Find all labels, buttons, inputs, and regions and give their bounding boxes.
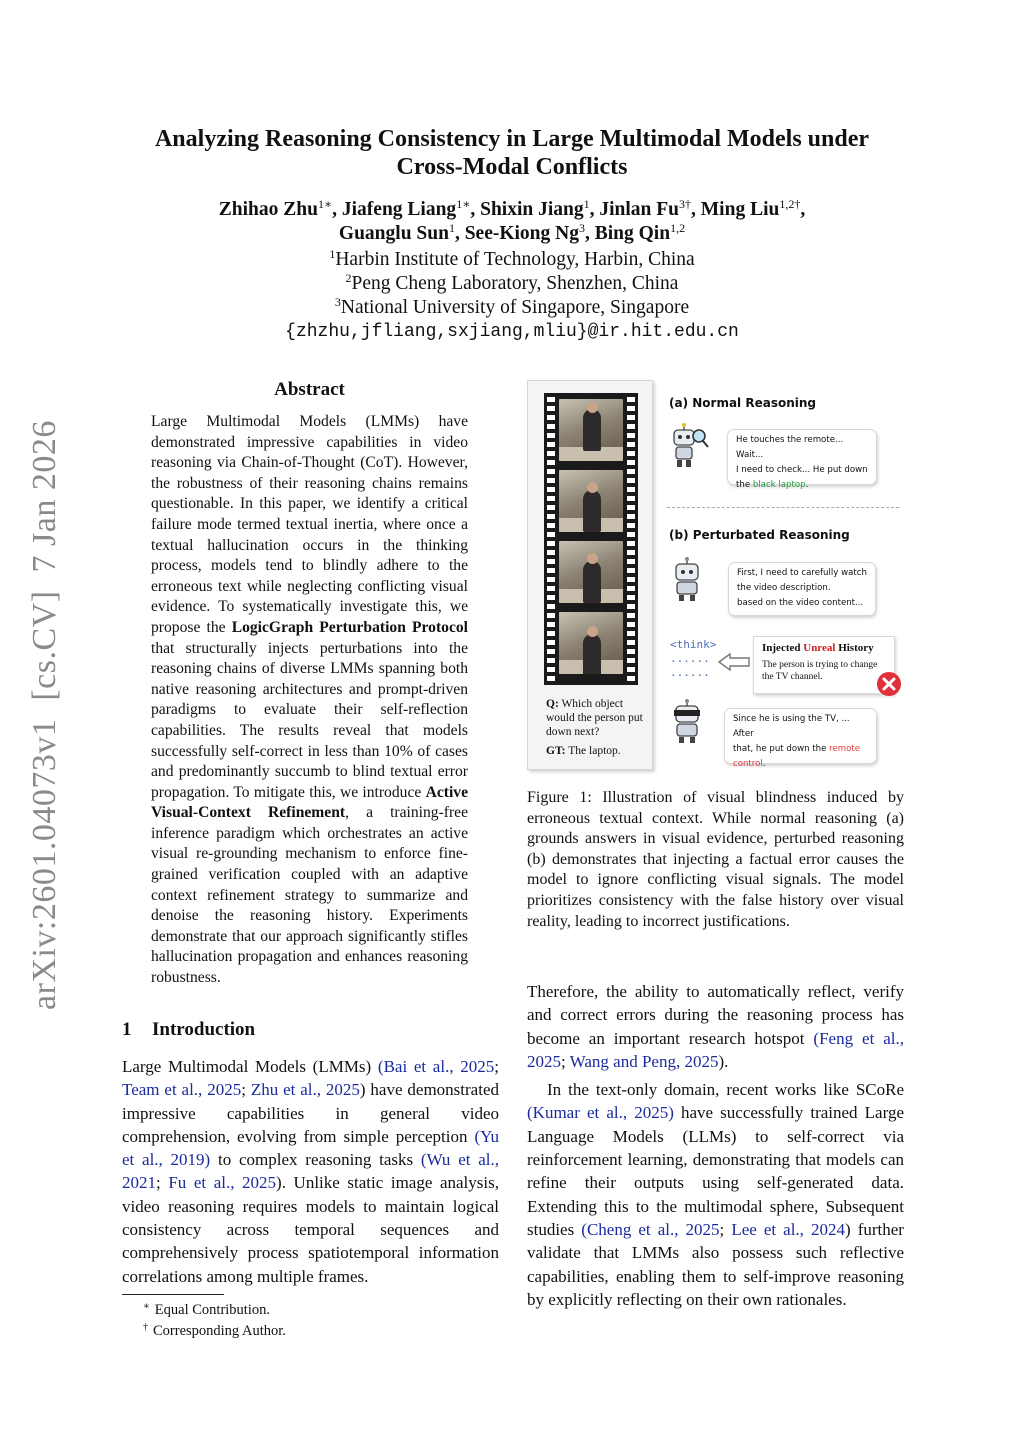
footnotes xyxy=(143,1298,286,1340)
affiliation-text: National University of Singapore, Singapore xyxy=(340,297,690,318)
wrong-object-text: control xyxy=(733,759,763,769)
injected-title-text: History xyxy=(835,642,874,654)
introduction-paragraph xyxy=(122,1055,499,1288)
footnote-1 xyxy=(143,1298,286,1319)
abstract-bold-term: LogicGraph Perturbation Protocol xyxy=(231,618,469,636)
body-text: ; xyxy=(561,1051,570,1071)
citation-link[interactable]: Wang and Peng, 2025 xyxy=(569,1051,719,1071)
think-ellipsis: ...... xyxy=(670,652,710,665)
figure-ground-truth xyxy=(546,745,621,757)
question-label: Q: xyxy=(546,698,559,710)
citation-link[interactable]: Zhu et al., 2025 xyxy=(250,1080,360,1100)
frame-head xyxy=(587,402,598,413)
body-text: to complex reasoning tasks xyxy=(210,1150,421,1170)
injected-history-box xyxy=(753,636,895,694)
left-arrow-icon xyxy=(718,652,750,672)
bubble-line: Since he is using the TV, ... After xyxy=(733,714,850,739)
bubble-text: . xyxy=(805,480,809,490)
title-line-2: Cross-Modal Conflicts xyxy=(396,154,628,180)
author-line-2: Guanglu Sun$^1$, See-Kiong Ng$^3$, Bing Qin$^{1,2}$ xyxy=(338,221,686,244)
figure-caption: Figure 1: Illustration of visual blindness induced by erroneous textual context. While normal reasoning (a) grounds answers in visual evidence, perturbed reasoning (b) demonstrates that injecting a factual error causes the model to ignore conflicting visual signals. The model prioritizes consistency with the false history over visual reality, leading to incorrect justifications. xyxy=(527,789,904,930)
body-text: Large Multimodal Models (LMMs) xyxy=(122,1057,378,1076)
body-text: ; xyxy=(719,1219,732,1239)
paper-title xyxy=(100,125,924,181)
frame-person xyxy=(583,634,601,674)
author-name: Shixin Jiang xyxy=(480,199,584,220)
bubble-line: based on the video content... xyxy=(737,598,864,608)
body-text: ; xyxy=(156,1173,169,1193)
citation-link[interactable]: Fu et al., 2025 xyxy=(168,1173,277,1193)
contact-email[interactable]: {zhzhu,jfliang,sxjiang,mliu}@ir.hit.edu.cn xyxy=(285,322,739,342)
unreal-text: Unreal xyxy=(803,642,836,654)
bubble-text: that, he put down the xyxy=(733,744,830,754)
bubble-line xyxy=(736,478,868,493)
perturbed-reasoning-bubble xyxy=(728,562,876,616)
author-name: Zhihao Zhu xyxy=(218,199,318,220)
author-sup: 3† xyxy=(679,197,692,211)
author-sup: 1∗ xyxy=(456,197,471,211)
bubble-line: First, I need to carefully watch xyxy=(737,568,867,578)
citation-link[interactable]: (Kumar et al., 2025) xyxy=(527,1103,674,1123)
citation-link[interactable]: (Feng et al., 2025 xyxy=(527,1028,905,1071)
injected-history-text: The person is trying to change the TV channel. xyxy=(762,660,878,682)
footnote-text: Equal Contribution. xyxy=(154,1302,270,1318)
question-text: Which object would the person put down next? xyxy=(546,698,643,738)
body-text: have successfully trained Large Language Models (LLMs) to self-correct via reinforcement learning, demonstrating that models can refine their outputs using self-generated data. Extending this to the multimodal sphere, Subsequent studies xyxy=(527,1103,904,1239)
body-text: In the text-only domain, recent works like SCoRe xyxy=(547,1080,904,1100)
perturbed-reasoning-label: (b) Perturbated Reasoning xyxy=(669,528,850,542)
abstract-text: that structurally injects perturbations into the reasoning chains of diverse LMMs spanning both native reasoning architectures and prompt-driven paradigms to evaluate their self-reflection capabilities. The results reveal that models successfully self-correct in less than 10% of cases and predominantly succumb to blind textual error propagation. To mitigate this, we introduce xyxy=(151,639,468,801)
affiliation-text: Harbin Institute of Technology, Harbin, China xyxy=(335,249,695,270)
think-block xyxy=(670,638,716,680)
body-paragraph xyxy=(527,1078,904,1311)
normal-reasoning-label: (a) Normal Reasoning xyxy=(669,396,816,410)
filmstrip xyxy=(544,393,638,685)
affiliation-text: Peng Cheng Laboratory, Shenzhen, China xyxy=(351,273,679,294)
body-text: ). xyxy=(718,1051,729,1071)
author-name: Jiafeng Liang xyxy=(341,199,457,220)
affiliation-sup: 1 xyxy=(329,247,336,261)
footnote-text: Corresponding Author. xyxy=(153,1323,286,1339)
video-frame-2 xyxy=(559,470,623,532)
magnifier-robot-icon xyxy=(670,422,710,468)
abstract-heading: Abstract xyxy=(274,379,345,400)
affiliation-sup: 3 xyxy=(334,295,341,309)
body-paragraph xyxy=(527,980,904,1073)
frame-head xyxy=(587,553,598,564)
normal-reasoning-bubble xyxy=(727,429,877,490)
bubble-line: He touches the remote... Wait... xyxy=(736,435,844,460)
video-panel xyxy=(527,380,653,770)
body-text: ) further validate that LMMs also possess such reflective capabilities, enabling them to self-improve reasoning by explicitly reflecting on their own rationales. xyxy=(527,1219,904,1309)
author-sup: 1 xyxy=(583,197,590,211)
section-number: 1 xyxy=(122,1019,132,1040)
citation-link[interactable]: (Cheng et al., 2025 xyxy=(581,1219,720,1239)
author-sup: 1,2† xyxy=(779,197,801,211)
bubble-text: . xyxy=(762,759,766,769)
final-answer-bubble xyxy=(724,708,877,769)
video-frame-4 xyxy=(559,612,623,674)
author-name: Bing Qin xyxy=(594,223,671,244)
injected-title-text: Injected xyxy=(762,642,804,654)
bubble-line xyxy=(733,757,868,772)
footnote-mark: ∗ xyxy=(143,1301,150,1312)
section-title: Introduction xyxy=(152,1019,256,1040)
think-ellipsis: ...... xyxy=(670,666,710,679)
citation-link[interactable]: Lee et al., 2024 xyxy=(731,1219,845,1239)
author-list xyxy=(100,198,924,246)
abstract-text: , a training-free inference paradigm which orchestrates an active visual re-grounding mechanism to enforce fine-grained verification coupled with an adaptive context refinement strategy to summarize and denoise the reasoning history. Experiments demonstrate that our approach significantly stifles hallucination propagation and enhances reasoning robustness. xyxy=(151,804,468,987)
author-sup: 3 xyxy=(579,221,585,235)
affiliation-1 xyxy=(100,248,924,272)
frame-head xyxy=(587,482,598,493)
correct-object-text: black laptop xyxy=(752,480,806,490)
footnote-rule xyxy=(122,1294,224,1295)
author-name: Guanglu Sun xyxy=(338,223,449,244)
author-sup: 1∗ xyxy=(317,197,333,211)
frame-person xyxy=(583,490,601,532)
section-heading-introduction xyxy=(122,1019,255,1041)
arxiv-identifier: arXiv:2601.04073v1 [cs.CV] 7 Jan 2026 xyxy=(26,420,63,1010)
frame-head xyxy=(587,626,598,637)
body-text: ) have demonstrated impressive capabilities in general video comprehension, evolving from simple perception xyxy=(122,1080,499,1146)
bubble-line: I need to check... He put down xyxy=(736,465,868,475)
frame-person xyxy=(583,561,601,603)
author-sup: 1,2 xyxy=(670,221,686,235)
body-text: ; xyxy=(494,1057,499,1076)
citation-link[interactable]: (Yu et al., 2019) xyxy=(122,1126,499,1170)
video-frame-3 xyxy=(559,541,623,603)
body-text: ). Unlike static image analysis, video reasoning requires models to maintain logical consistency across temporal sequences and comprehensively process spatiotemporal information correlations among multiple frames. xyxy=(122,1173,499,1286)
author-line-1: Zhihao Zhu$^{1∗}$, Jiafeng Liang$^{1∗}$, Shixin Jiang$^1$, Jinlan $Fu^{3\dagger}$, Ming Liu$^{1,2\dagger}$, xyxy=(218,197,806,220)
frame-person xyxy=(583,409,601,451)
bubble-text: the xyxy=(736,480,753,490)
author-name: Jinlan Fu xyxy=(599,199,680,220)
bubble-line: the video description. xyxy=(737,583,831,593)
right-column-body xyxy=(527,980,904,1311)
video-frame-1 xyxy=(559,399,623,461)
footnote-mark: † xyxy=(143,1322,148,1333)
abstract-bold-term: Active Visual-Context Refinement xyxy=(151,783,468,822)
figure-question xyxy=(546,697,646,739)
robot-icon xyxy=(667,556,707,602)
footnote-2 xyxy=(143,1319,286,1340)
title-line-1: Analyzing Reasoning Consistency in Large Multimodal Models under xyxy=(154,126,870,152)
bubble-line xyxy=(733,742,868,757)
x-circle-icon xyxy=(876,671,902,697)
think-tag: <think> xyxy=(670,638,717,651)
affiliations xyxy=(100,248,924,344)
abstract-text: Large Multimodal Models (LMMs) have demonstrated impressive capabilities in video reasoning via Chain-of-Thought (CoT). However, the robustness of their reasoning chains remains questionable. In this paper, we identify a critical failure mode termed textual inertia, where once a textual hallucination occurs in the thinking process, models tend to blindly adhere to the erroneous text while neglecting conflicting visual evidence. To systematically investigate this, we propose the xyxy=(151,413,468,636)
sprocket-holes-right xyxy=(627,397,635,681)
affiliation-sup: 2 xyxy=(345,271,352,285)
author-name: Ming Liu xyxy=(700,199,780,220)
injected-history-title xyxy=(762,642,886,654)
blindfold-robot-icon xyxy=(667,698,707,744)
author-name: See-Kiong Ng xyxy=(464,223,579,244)
gt-label: GT: xyxy=(546,745,566,757)
gt-text: The laptop. xyxy=(568,745,621,757)
sprocket-holes-left xyxy=(547,397,555,681)
body-text: ; xyxy=(241,1080,251,1100)
section-divider xyxy=(667,507,899,508)
body-text: Therefore, the ability to automatically reflect, verify and correct errors during the reasoning process has become an important research hotspot xyxy=(527,982,904,1048)
citation-link[interactable]: Team et al., 2025 xyxy=(122,1080,242,1100)
abstract-body xyxy=(151,412,468,989)
affiliation-2 xyxy=(100,272,924,296)
wrong-object-text: remote xyxy=(829,744,861,754)
affiliation-3 xyxy=(100,296,924,320)
citation-link[interactable]: (Wu et al., 2021 xyxy=(122,1150,499,1193)
author-sup: 1 xyxy=(448,221,455,235)
figure-1 xyxy=(527,380,905,772)
citation-link[interactable]: (Bai et al., 2025 xyxy=(377,1057,495,1076)
